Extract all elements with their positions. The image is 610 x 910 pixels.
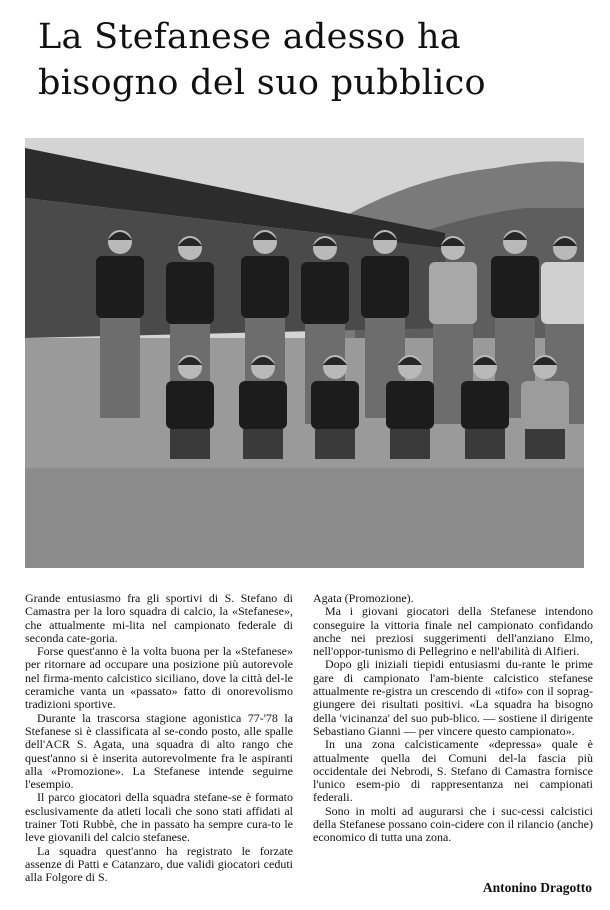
article-paragraph: Sono in molti ad augurarsi che i suc-cessi calcistici della Stefanese possano coin-cidere con il rilancio (anche) economico di tutta una zona. [313,803,593,845]
article-byline: Antonino Dragotto [482,880,592,895]
article-paragraph: Grande entusiasmo fra gli sportivi di S. Stefano di Camastra per la loro squadra di calcio, la «Stefanese», che attualmente mi-lita nel campionato federale di seconda cate-goria. [25,591,293,645]
article-paragraph: Il parco giocatori della squadra stefane-se è formato esclusivamente da atleti locali che sono stati affidati al trainer Toti Rubbè, che in passato ha sempre cura-to le leve giovanili del calcio stefanese. [25,790,293,845]
article-paragraph: Ma i giovani giocatori della Stefanese intendono conseguire la vittoria finale nel campionato confidando anche nei preziosi suggerimenti dell'anziano Elmo, nell'oppor-tunismo di Pellegrino e nell'abilità di Alfieri. [313,604,593,659]
article-paragraph: In una zona calcisticamente «depressa» quale è attualmente quella dei Comuni del-la fascia più occidentale dei Nebrodi, S. Stefano di Camastra fornisce l'unico esem-pio di rappresentanza nei campionati federali. [313,737,593,805]
team-photo [25,138,584,568]
article-headline: La Stefanese adesso ha bisogno del suo pubblico [38,17,486,103]
article-paragraph: Dopo gli iniziali tiepidi entusiasmi du-rante le prime gare di campionato l'am-biente calcistico stefanese attualmente re-gistra un crescendo di «tifo» con il soprag-giungere dei risultati positivi. «La squadra ha bisogno della 'vicinanza' del suo pub-blico. — sostiene il dirigente Sebastiano Gianni — per vincere questo campionato». [313,657,593,738]
team-photo-icon [25,138,584,568]
article-paragraph: Forse quest'anno è la volta buona per la «Stefanese» per ritornare ad occupare una posizione più autorevole nel firma-mento calcistico siciliano, dove la città del-le ceramiche vanta un «passato» fatto di onorevolismo tradizioni sportive. [25,644,293,712]
article-paragraph: Agata (Promozione). [313,591,414,605]
article-column-left [25,592,293,885]
article-paragraph: La squadra quest'anno ha registrato le forzate assenze di Patti e Catanzaro, due validi giocatori ceduti alla Folgore di S. [25,843,293,885]
article-column-right [313,592,593,845]
article-paragraph: Durante la trascorsa stagione agonistica 77-'78 la Stefanese si è classificata al se-condo posto, alle spalle dell'ACR S. Agata, una squadra di alto rango che quest'anno si è inserita autorevolmente fra le aspiranti alla «Promozione». La Stefanese intende seguirne l'esempio. [25,710,293,792]
player-figure [96,230,144,418]
